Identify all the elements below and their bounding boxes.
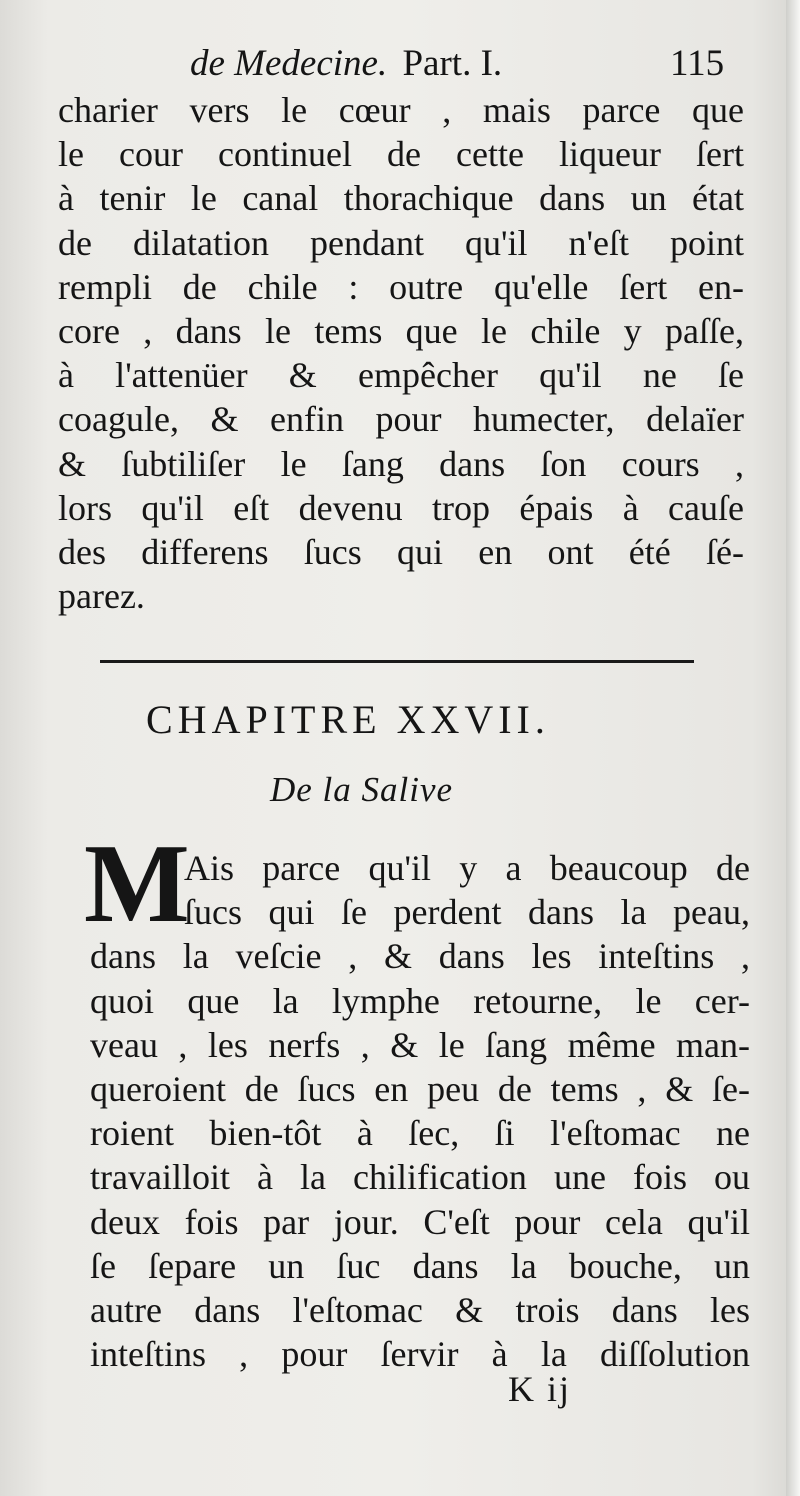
text-line: coagule, & enfin pour humecter, delaïer (58, 399, 744, 440)
text-line: dans la veſcie , & dans les inteſtins , (90, 936, 750, 977)
paragraph-chapter-opening (90, 846, 750, 1376)
text-line: Ais parce qu'il y a beaucoup de (184, 848, 750, 888)
text-line: rempli de chile : outre qu'elle ſert en- (58, 266, 744, 307)
section-divider-rule (100, 660, 694, 663)
text-line: autre dans l'eſtomac & trois dans les (90, 1289, 750, 1330)
text-line: le cour continuel de cette liqueur ſert (58, 134, 744, 175)
text-line: queroient de ſucs en peu de tems , & ſe- (90, 1068, 750, 1109)
text-line: quoi que la lymphe retourne, le cer- (90, 980, 750, 1021)
part-label: Part. I. (402, 43, 503, 84)
signature-mark: K ij (508, 1369, 572, 1409)
page-edge-shadow (786, 0, 800, 1496)
drop-cap: M (84, 822, 190, 946)
text-line: core , dans le tems que le chile y paſſe, (58, 310, 744, 351)
chapter-subtitle: De la Salive (270, 770, 454, 809)
text-line: veau , les nerfs , & le ſang même man- (90, 1024, 750, 1065)
text-line: travailloit à la chilification une fois ou (90, 1157, 750, 1198)
text-line: roient bien-tôt à ſec, ſi l'eſtomac ne (90, 1113, 750, 1154)
text-line: ſe ſepare un ſuc dans la bouche, un (90, 1245, 750, 1286)
text-line: parez. (58, 576, 145, 617)
running-header (190, 42, 750, 92)
text-line: lors qu'il eſt devenu trop épais à cauſe (58, 487, 744, 528)
text-line: charier vers le cœur , mais parce que (58, 90, 744, 130)
text-line: ſucs qui ſe perdent dans la peau, (184, 892, 750, 933)
text-line: des differens ſucs qui en ont été ſé- (58, 531, 744, 572)
running-title: de Medecine. (190, 43, 388, 84)
text-line: à tenir le canal thorachique dans un état (58, 178, 744, 219)
page-number: 115 (670, 43, 725, 84)
text-line: deux fois par jour. C'eſt pour cela qu'il (90, 1201, 750, 1242)
text-line: de dilatation pendant qu'il n'eſt point (58, 222, 744, 263)
text-line: inteſtins , pour ſervir à la diſſolution (90, 1334, 750, 1375)
text-line: & ſubtiliſer le ſang dans ſon cours , (58, 443, 744, 484)
text-line: à l'attenüer & empêcher qu'il ne ſe (58, 355, 744, 396)
paragraph-continued (58, 88, 744, 618)
chapter-heading: CHAPITRE XXVII. (146, 697, 550, 742)
